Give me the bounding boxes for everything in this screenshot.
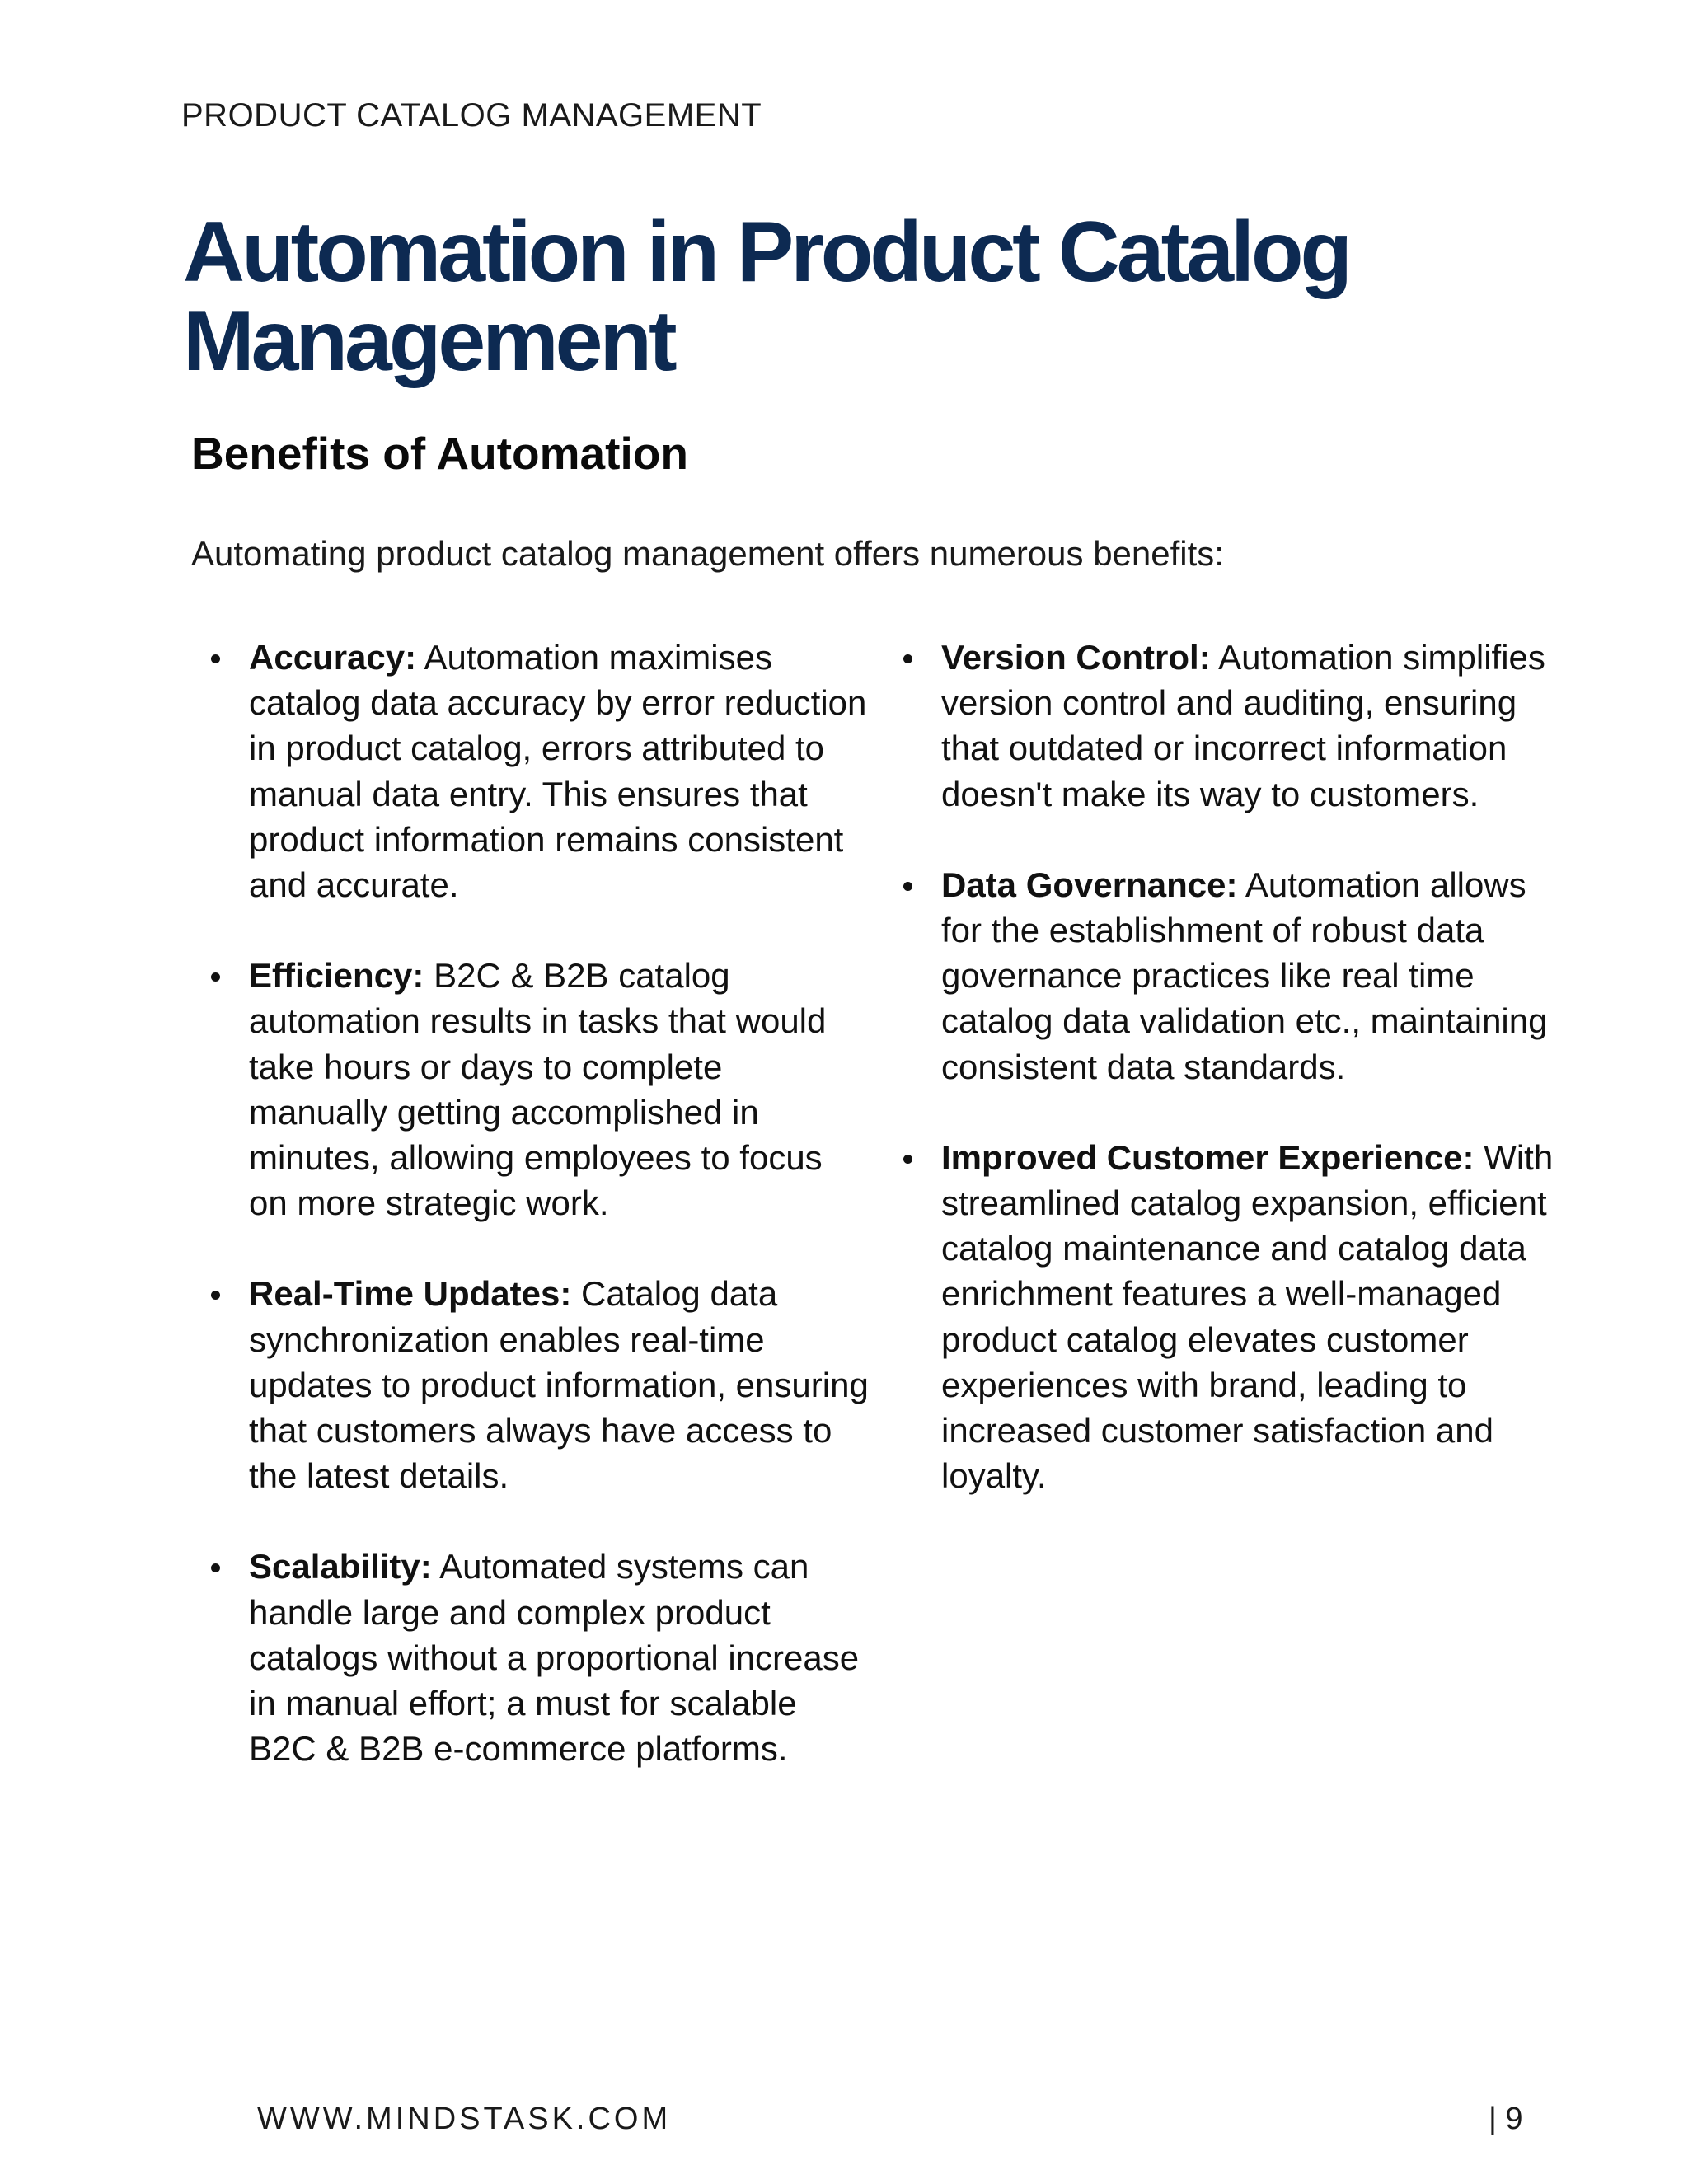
benefit-item [211, 1271, 870, 1498]
benefit-item [211, 1544, 870, 1771]
benefit-term: Improved Customer Experience: [941, 1137, 1475, 1177]
benefit-item [903, 862, 1563, 1090]
benefit-description: Automation maximises catalog data accuracy by error reduction in product catalog, errors attributed to manual data entry. This ensures that product information remains consistent and accurate. [249, 638, 867, 905]
benefit-term: Version Control: [941, 638, 1211, 677]
benefit-item [211, 635, 870, 907]
benefit-description: Catalog data synchronization enables real-time updates to product information, ensuring that customers always have access to the latest details. [249, 1274, 869, 1496]
benefits-list-left [211, 635, 870, 1816]
benefit-description: Automation simplifies version control and auditing, ensuring that outdated or incorrect information doesn't make its way to customers. [941, 638, 1545, 813]
benefit-description: B2C & B2B catalog automation results in tasks that would take hours or days to complete manually getting accomplished in minutes, allowing employees to focus on more strategic work. [249, 956, 827, 1223]
benefit-term: Scalability: [249, 1547, 432, 1586]
benefit-item [903, 635, 1563, 817]
section-heading: Benefits of Automation [191, 428, 688, 479]
benefit-term: Accuracy: [249, 638, 417, 677]
footer-website-link[interactable]: WWW.MINDSTASK.COM [257, 2102, 672, 2136]
benefit-description: Automation allows for the establishment of robust data governance practices like real time catalog data validation etc., maintaining consistent data standards. [941, 865, 1548, 1086]
benefit-term: Efficiency: [249, 956, 424, 996]
intro-paragraph: Automating product catalog management offers numerous benefits: [191, 534, 1224, 573]
benefit-term: Real-Time Updates: [249, 1274, 572, 1314]
page-number: | 9 [1489, 2102, 1523, 2136]
benefit-item [903, 1135, 1563, 1499]
benefits-list-right [903, 635, 1563, 1544]
benefit-description: With streamlined catalog expansion, efficient catalog maintenance and catalog data enrichment features a well-managed product catalog elevates customer experiences with brand, leading to increased customer satisfaction and loyalty. [941, 1137, 1554, 1496]
page-title: Automation in Product Catalog Management [183, 204, 1350, 389]
benefit-description: Automated systems can handle large and complex product catalogs without a proportional increase in manual effort; a must for scalable B2C & B2B e-commerce platforms. [249, 1547, 860, 1769]
running-header: PRODUCT CATALOG MANAGEMENT [181, 97, 762, 134]
benefit-term: Data Governance: [941, 865, 1238, 904]
benefit-item [211, 953, 870, 1226]
